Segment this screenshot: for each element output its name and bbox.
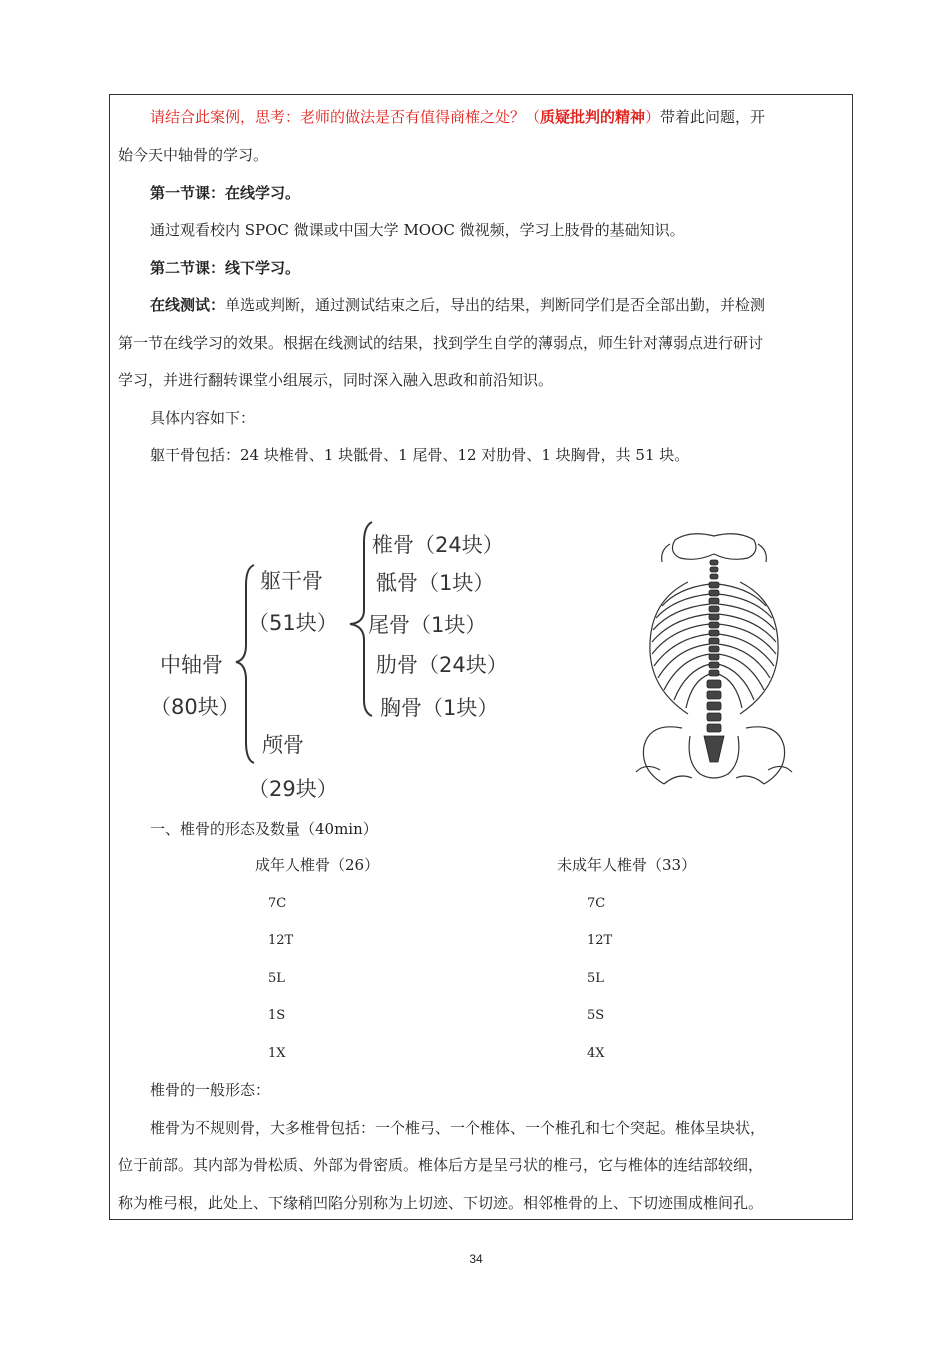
trunk-count: （51块）	[248, 611, 338, 635]
root-label: 中轴骨	[160, 653, 223, 677]
adult-count-5: 1X	[268, 1046, 286, 1061]
minor-count-3: 5L	[587, 971, 604, 986]
minor-count-4: 5S	[587, 1008, 605, 1023]
adult-count-4: 1S	[268, 1008, 286, 1023]
page-number: 34	[469, 1252, 483, 1266]
section1-title: 一、椎骨的形态及数量（40min）	[150, 820, 378, 838]
content-intro: 具体内容如下：	[150, 409, 256, 427]
lesson1-title: 第一节课：在线学习。	[150, 184, 301, 202]
count-header-adult: 成年人椎骨（26）	[255, 856, 380, 874]
intro-line-2: 始今天中轴骨的学习。	[118, 146, 269, 164]
minor-count-1: 7C	[587, 896, 606, 911]
adult-count-3: 5L	[268, 971, 285, 986]
item-sacrum: 骶骨（1块）	[376, 571, 495, 595]
trunk-skeleton-illustration	[630, 522, 800, 797]
count-header-minor: 未成年人椎骨（33）	[557, 856, 697, 874]
item-sternum: 胸骨（1块）	[380, 696, 499, 720]
minor-count-5: 4X	[587, 1046, 605, 1061]
skull-label: 颅骨	[262, 733, 304, 757]
item-vertebrae: 椎骨（24块）	[372, 533, 504, 557]
general-line-2: 位于前部。其内部为骨松质、外部为骨密质。椎体后方是呈弓状的椎弓，它与椎体的连结部较细，	[118, 1156, 764, 1174]
root-count: （80块）	[150, 695, 240, 719]
general-line-1: 椎骨为不规则骨，大多椎骨包括：一个椎弓、一个椎体、一个椎孔和七个突起。椎体呈块状，	[150, 1119, 766, 1137]
adult-count-1: 7C	[268, 896, 287, 911]
test-line-3: 学习，并进行翻转课堂小组展示，同时深入融入思政和前沿知识。	[118, 371, 554, 389]
test-line-1: 在线测试：单选或判断，通过测试结束之后，导出的结果，判断同学们是否全部出勤，并检测	[150, 296, 766, 314]
intro-line-1: 请结合此案例，思考：老师的做法是否有值得商榷之处？（质疑批判的精神）带着此问题，开	[150, 108, 766, 126]
adult-count-2: 12T	[268, 933, 294, 948]
lesson1-text: 通过观看校内 SPOC 微课或中国大学 MOOC 微视频，学习上肢骨的基础知识。	[150, 221, 685, 239]
skull-count: （29块）	[248, 777, 338, 801]
item-ribs: 肋骨（24块）	[376, 653, 508, 677]
general-title: 椎骨的一般形态：	[150, 1081, 271, 1099]
minor-count-2: 12T	[587, 933, 613, 948]
trunk-label: 躯干骨	[260, 569, 323, 593]
axial-skeleton-diagram	[150, 510, 540, 810]
lesson2-title: 第二节课：线下学习。	[150, 259, 301, 277]
test-line-2: 第一节在线学习的效果。根据在线测试的结果，找到学生自学的薄弱点，师生针对薄弱点进行研讨	[118, 334, 764, 352]
trunk-summary: 躯干骨包括：24 块椎骨、1 块骶骨、1 尾骨、12 对肋骨、1 块胸骨，共 51 块。	[150, 446, 690, 464]
general-line-3: 称为椎弓根，此处上、下缘稍凹陷分别称为上切迹、下切迹。相邻椎骨的上、下切迹围成椎间孔。	[118, 1194, 764, 1212]
item-coccyx: 尾骨（1块）	[368, 613, 487, 637]
